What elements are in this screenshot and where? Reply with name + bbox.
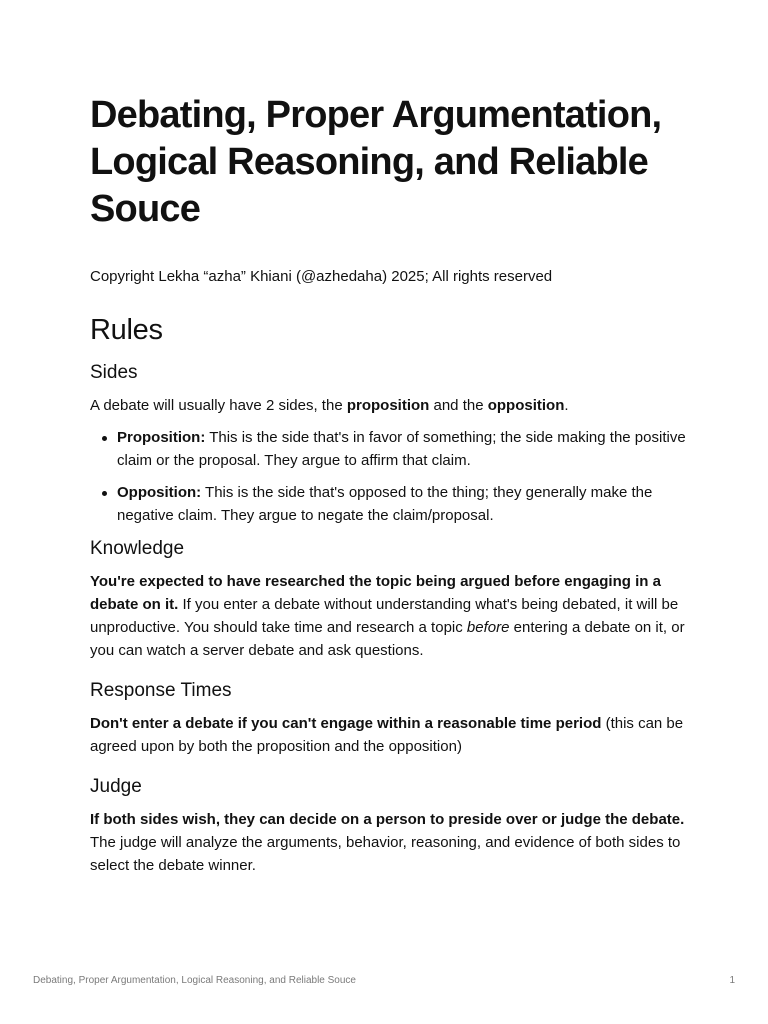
knowledge-text-2: entering a debate on it, or you can watch a server debate and ask questions. bbox=[90, 619, 685, 659]
document-title: Debating, Proper Argumentation, Logical Reasoning, and Reliable Souce bbox=[90, 94, 662, 230]
judge-heading: Judge bbox=[90, 776, 142, 797]
response-times-heading: Response Times bbox=[90, 680, 232, 701]
response-times-section bbox=[90, 678, 690, 758]
list-item-term: Opposition: bbox=[117, 484, 202, 501]
footer-title: Debating, Proper Argumentation, Logical Reasoning, and Reliable Souce bbox=[33, 975, 356, 986]
response-times-bold-text: Don't enter a debate if you can't engage within a reasonable time period bbox=[90, 715, 602, 732]
rules-heading: Rules bbox=[90, 314, 163, 346]
knowledge-italic-text: before bbox=[466, 619, 510, 636]
sides-intro-text-1: A debate will usually have 2 sides, the bbox=[90, 397, 347, 414]
list-item-text: This is the side that's opposed to the thing; they generally make the negative claim. They argue to negate the claim/proposal. bbox=[117, 484, 653, 524]
list-item-term: Proposition: bbox=[117, 429, 206, 446]
sides-intro bbox=[90, 394, 690, 417]
document-page bbox=[90, 92, 690, 877]
sides-heading: Sides bbox=[90, 362, 138, 383]
knowledge-bold-text: You're expected to have researched the topic being argued before engaging in a debate on it. bbox=[90, 573, 661, 613]
judge-paragraph bbox=[90, 808, 690, 877]
list-item bbox=[117, 426, 690, 472]
list-item bbox=[117, 481, 690, 527]
page-number: 1 bbox=[729, 975, 735, 986]
sides-list bbox=[90, 426, 690, 527]
judge-bold-text: If both sides wish, they can decide on a person to preside over or judge the debate. bbox=[90, 811, 685, 828]
copyright-notice: Copyright Lekha “azha” Khiani (@azhedaha) 2025; All rights reserved bbox=[90, 268, 553, 285]
page-footer bbox=[33, 975, 735, 987]
knowledge-section bbox=[90, 536, 690, 662]
knowledge-heading: Knowledge bbox=[90, 538, 185, 559]
judge-section bbox=[90, 774, 690, 877]
opposition-term: opposition bbox=[487, 397, 565, 414]
judge-text: The judge will analyze the arguments, behavior, reasoning, and evidence of both sides to select the debate winner. bbox=[90, 834, 681, 874]
sides-intro-text-3: . bbox=[564, 397, 569, 414]
list-item-text: This is the side that's in favor of something; the side making the positive claim or the proposal. They argue to affirm that claim. bbox=[117, 429, 686, 469]
sides-intro-text-2: and the bbox=[429, 397, 488, 414]
proposition-term: proposition bbox=[346, 397, 430, 414]
knowledge-paragraph bbox=[90, 570, 690, 662]
response-times-paragraph bbox=[90, 712, 690, 758]
knowledge-text-1: If you enter a debate without understanding what's being debated, it will be unproductive. You should take time and research a topic bbox=[90, 596, 679, 636]
sides-section bbox=[90, 360, 690, 527]
response-times-text: (this can be agreed upon by both the proposition and the opposition) bbox=[90, 715, 684, 755]
